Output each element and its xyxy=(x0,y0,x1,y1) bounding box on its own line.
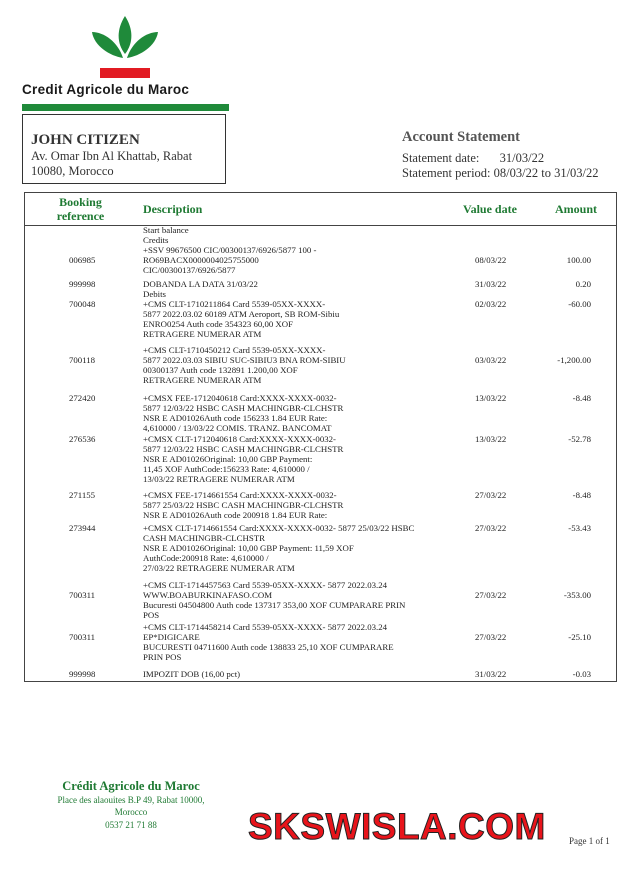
value-date: 13/03/22 xyxy=(475,393,507,403)
description-line: 4,610000 / 13/03/22 COMIS. TRANZ. BANCOMAT xyxy=(143,423,332,433)
header-ref-line2: reference xyxy=(56,209,105,223)
description-line: 5877 2022.03.03 SIBIU SUC-SIBIU3 BNA ROM-SIBIU xyxy=(143,355,346,365)
description-line: Start balance xyxy=(143,225,189,235)
value-date: 02/03/22 xyxy=(475,299,507,309)
booking-reference: 700118 xyxy=(69,355,96,365)
description-line: +CMS CLT-1714458214 Card 5539-05XX-XXXX- 5877 2022.03.24 xyxy=(143,622,388,632)
amount: -0.03 xyxy=(572,669,591,679)
value-date: 31/03/22 xyxy=(475,279,507,289)
statement-title: Account Statement xyxy=(402,129,520,145)
amount: -1,200.00 xyxy=(557,355,591,365)
footer-address-line1: Place des alaouites B.P 49, Rabat 10000, xyxy=(57,795,205,805)
amount: -52.78 xyxy=(568,434,591,444)
description-line: IMPOZIT DOB (16,00 pct) xyxy=(143,669,241,679)
description-line: +CMS CLT-1710211864 Card 5539-05XX-XXXX- xyxy=(143,299,326,309)
description-line: 13/03/22 RETRAGERE NUMERAR ATM xyxy=(143,474,295,484)
booking-reference: 272420 xyxy=(69,393,96,403)
header-ref-line1: Booking xyxy=(59,195,102,209)
value-date: 13/03/22 xyxy=(475,434,507,444)
bank-name: Credit Agricole du Maroc xyxy=(22,82,190,97)
value-date: 03/03/22 xyxy=(475,355,507,365)
customer-name: JOHN CITIZEN xyxy=(31,132,140,148)
description-line: CASH MACHINGBR-CLCHSTR xyxy=(143,533,265,543)
description-line: DOBANDA LA DATA 31/03/22 xyxy=(143,279,258,289)
booking-reference: 276536 xyxy=(69,434,96,444)
description-line: 5877 12/03/22 HSBC CASH MACHINGBR-CLCHSTR xyxy=(143,444,344,454)
description-line: 5877 2022.03.02 60189 ATM Aeroport, SB ROM-Sibiu xyxy=(143,309,340,319)
description-line: +SSV 99676500 CIC/00300137/6926/5877 100 - xyxy=(143,245,317,255)
logo-leaf-left xyxy=(92,32,123,58)
description-line: +CMSX CLT-1712040618 Card:XXXX-XXXX-0032- xyxy=(143,434,336,444)
description-line: +CMS CLT-1710450212 Card 5539-05XX-XXXX- xyxy=(143,345,326,355)
booking-reference: 700048 xyxy=(69,299,96,309)
amount: -8.48 xyxy=(572,490,591,500)
page-number: Page 1 of 1 xyxy=(569,836,610,846)
description-line: POS xyxy=(143,610,160,620)
header-booking-reference xyxy=(53,195,108,223)
booking-reference: 006985 xyxy=(69,255,96,265)
value-date: 27/03/22 xyxy=(475,523,507,533)
description-line: PRIN POS xyxy=(143,652,182,662)
description-line: EP*DIGICARE xyxy=(143,632,200,642)
description-line: Credits xyxy=(143,235,169,245)
value-date: 27/03/22 xyxy=(475,590,507,600)
transactions-table xyxy=(24,192,617,682)
header-value-date: Value date xyxy=(463,202,517,216)
description-line: 5877 12/03/22 HSBC CASH MACHINGBR-CLCHSTR xyxy=(143,403,344,413)
amount: -353.00 xyxy=(563,590,591,600)
value-date: 08/03/22 xyxy=(475,255,507,265)
amount: -8.48 xyxy=(572,393,591,403)
statement-period xyxy=(402,166,599,181)
amount: -25.10 xyxy=(568,632,591,642)
value-date: 27/03/22 xyxy=(475,490,507,500)
description-line: +CMSX CLT-1714661554 Card:XXXX-XXXX-0032- 5877 25/03/22 HSBC xyxy=(143,523,415,533)
amount: 0.20 xyxy=(575,279,591,289)
description-line: Debits xyxy=(143,289,166,299)
booking-reference: 999998 xyxy=(69,279,96,289)
logo-leaf-top xyxy=(119,16,132,54)
statement-period-value: 08/03/22 to 31/03/22 xyxy=(493,166,599,180)
amount: -53.43 xyxy=(568,523,591,533)
description-line: ENRO0254 Auth code 354323 60,00 XOF xyxy=(143,319,294,329)
description-line: 00300137 Auth code 132891 1.200,00 XOF xyxy=(143,365,298,375)
description-line: NSR E AD01026Original: 10,00 GBP Payment: 11,59 XOF xyxy=(143,543,354,553)
footer-phone: 0537 21 71 88 xyxy=(105,820,157,830)
footer-address-line2: Morocco xyxy=(114,807,148,817)
description-line: RETRAGERE NUMERAR ATM xyxy=(143,329,262,339)
amount: -60.00 xyxy=(568,299,591,309)
description-line: 27/03/22 RETRAGERE NUMERAR ATM xyxy=(143,563,295,573)
statement-period-label: Statement period: xyxy=(402,166,491,180)
booking-reference: 700311 xyxy=(69,632,96,642)
description-line: AuthCode:200918 Rate: 4,610000 / xyxy=(143,553,269,563)
statement-date xyxy=(402,151,544,166)
value-date: 31/03/22 xyxy=(475,669,507,679)
description-line: NSR E AD01026Auth code 156233 1.84 EUR Rate: xyxy=(143,413,328,423)
header-description: Description xyxy=(143,202,203,216)
description-line: RO69BACX0000004025755000 xyxy=(143,255,259,265)
description-line: NSR E AD01026Original: 10,00 GBP Payment: xyxy=(143,454,313,464)
table-header xyxy=(25,193,616,226)
booking-reference: 273944 xyxy=(69,523,96,533)
customer-box xyxy=(22,114,226,184)
footer-bank-name: Crédit Agricole du Maroc xyxy=(62,779,200,793)
description-line: +CMSX FEE-1712040618 Card:XXXX-XXXX-0032- xyxy=(143,393,337,403)
customer-address-line2: 10080, Morocco xyxy=(31,164,114,178)
booking-reference: 700311 xyxy=(69,590,96,600)
description-line: 5877 25/03/22 HSBC CASH MACHINGBR-CLCHSTR xyxy=(143,500,344,510)
booking-reference: 271155 xyxy=(69,490,96,500)
brand-bar xyxy=(22,104,229,111)
watermark: SKSWISLA.COM xyxy=(248,806,546,847)
description-line: NSR E AD01026Auth code 200918 1.84 EUR Rate: xyxy=(143,510,328,520)
bank-logo-icon xyxy=(90,14,160,80)
logo-leaf-right xyxy=(127,32,158,58)
header-amount: Amount xyxy=(555,202,598,216)
value-date: 27/03/22 xyxy=(475,632,507,642)
description-line: BUCURESTI 04711600 Auth code 138833 25,10 XOF CUMPARARE xyxy=(143,642,394,652)
description-line: RETRAGERE NUMERAR ATM xyxy=(143,375,262,385)
customer-address-line1: Av. Omar Ibn Al Khattab, Rabat xyxy=(31,149,193,163)
description-line: WWW.BOABURKINAFASO.COM xyxy=(143,590,273,600)
description-line: 11,45 XOF AuthCode:156233 Rate: 4,610000 / xyxy=(143,464,310,474)
logo-red-bar xyxy=(100,68,150,78)
statement-date-label: Statement date: xyxy=(402,151,480,165)
booking-reference: 999998 xyxy=(69,669,96,679)
description-line: Bucuresti 04504800 Auth code 137317 353,00 XOF CUMPARARE PRIN xyxy=(143,600,406,610)
statement-date-value: 31/03/22 xyxy=(499,151,545,165)
amount: 100.00 xyxy=(566,255,591,265)
description-line: +CMS CLT-1714457563 Card 5539-05XX-XXXX- 5877 2022.03.24 xyxy=(143,580,388,590)
description-line: +CMSX FEE-1714661554 Card:XXXX-XXXX-0032- xyxy=(143,490,337,500)
description-line: CIC/00300137/6926/5877 xyxy=(143,265,236,275)
